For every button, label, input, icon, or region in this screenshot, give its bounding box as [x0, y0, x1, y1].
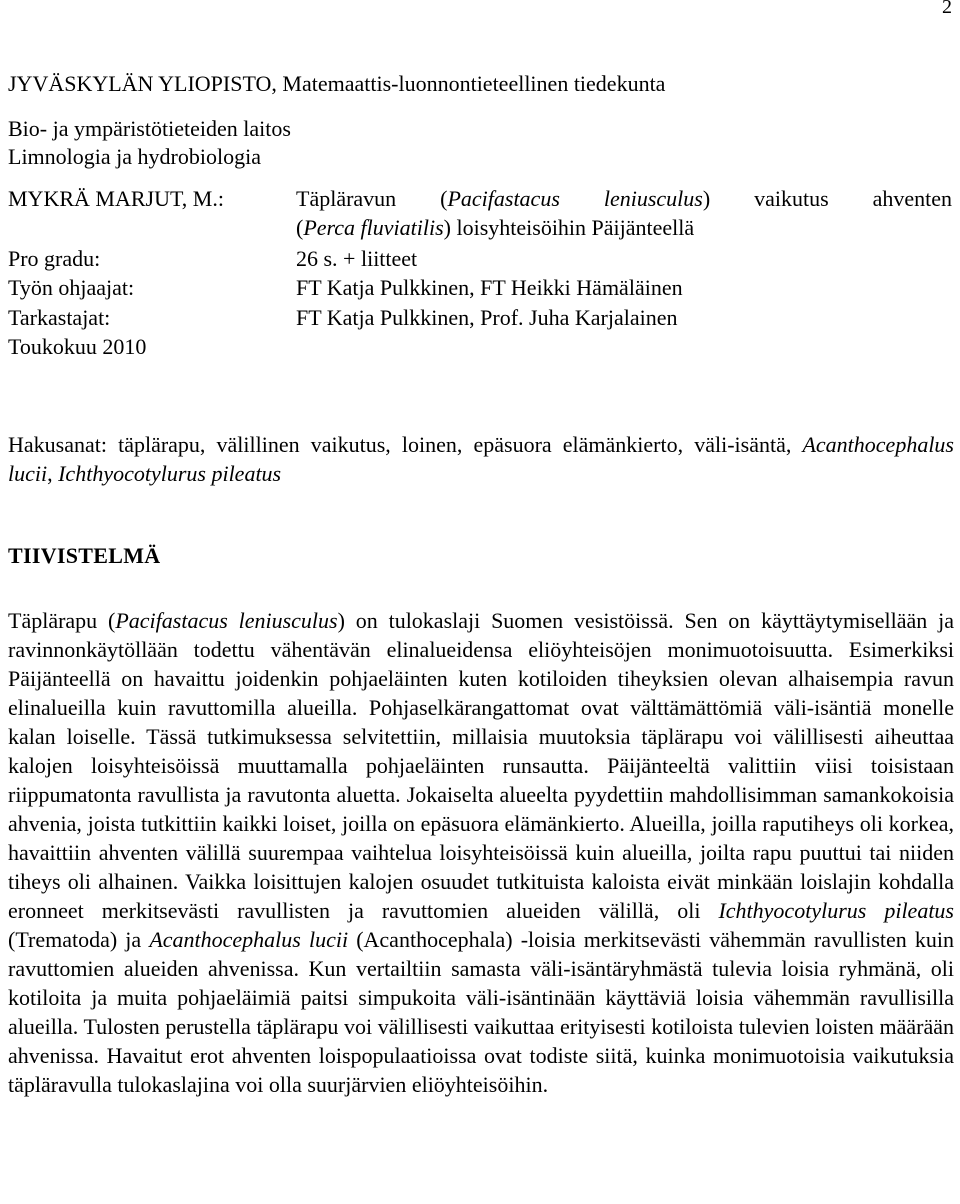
- species-name: Acanthocephalus lucii: [149, 927, 349, 952]
- university-line: JYVÄSKYLÄN YLIOPISTO, Matemaattis-luonnontieteellinen tiedekunta: [8, 71, 666, 96]
- title-text: ) loisyhteisöihin Päijänteellä: [443, 215, 695, 240]
- species-name: Pacifastacus leniusculus: [115, 608, 338, 633]
- supervisors-value: FT Katja Pulkkinen, FT Heikki Hämäläinen: [296, 275, 683, 300]
- title-text: ) vaikutus ahventen: [702, 186, 953, 211]
- department-line: Bio- ja ympäristötieteiden laitos: [8, 116, 291, 141]
- pro-gradu-label: Pro gradu:: [8, 246, 101, 271]
- title-text: (: [296, 215, 304, 240]
- species-name: Ichthyocotylurus pileatus: [58, 461, 282, 486]
- supervisors-label: Työn ohjaajat:: [8, 275, 135, 300]
- keywords: [8, 430, 954, 488]
- species-name: Perca fluviatilis: [303, 215, 444, 240]
- abstract-paragraph: [8, 606, 954, 1099]
- examiners-label: Tarkastajat:: [8, 305, 111, 330]
- pro-gradu-value: 26 s. + liitteet: [296, 246, 418, 271]
- title-text: Täpläravun (: [296, 186, 448, 211]
- author-label: MYKRÄ MARJUT, M.:: [8, 186, 224, 211]
- discipline-line: Limnologia ja hydrobiologia: [8, 144, 261, 169]
- abstract-text: Täplärapu (: [8, 608, 116, 633]
- thesis-title-line-1: [296, 185, 952, 213]
- abstract-heading: TIIVISTELMÄ: [8, 543, 161, 568]
- species-name: Pacifastacus leniusculus: [447, 186, 703, 211]
- abstract-text: (Acanthocephala) -loisia merkitsevästi vähemmän ravullisten kuin ravuttomien alueiden ahvenissa. Kun vertailtiin samasta väli-isäntäryhmästä tulevia loisia ryhmänä, oli kotiloita ja muita pohjaeläimiä paitsi simpukoita väli-isäntinään käyttäviä loisia vähemmän ravullisilla alueilla. Tulosten perustella täplärapu voi välillisesti vaikuttaa erityisesti kotiloista tulevien loisten määrään ahvenissa. Havaitut erot ahventen loispopulaatioissa ovat todiste siitä, kuinka monimuotoisia vaikutuksia täpläravulla tulokaslajina voi olla suurjärvien eliöyhteisöihin.: [8, 927, 955, 1097]
- examiners-value: FT Katja Pulkkinen, Prof. Juha Karjalainen: [296, 305, 678, 330]
- abstract-body: [8, 606, 954, 1099]
- thesis-title-line-2: [296, 214, 694, 242]
- species-name: Acanthocephalus lucii: [8, 432, 954, 486]
- species-name: Ichthyocotylurus pileatus: [718, 898, 954, 923]
- keywords-text: Hakusanat: täplärapu, välillinen vaikutus, loinen, epäsuora elämänkierto, väli-isäntä,: [8, 432, 792, 457]
- date-line: Toukokuu 2010: [8, 334, 147, 359]
- abstract-text: ) on tulokaslaji Suomen vesistöissä. Sen on käyttäytymisellään ja ravinnonkäytöllään todettu vähentävän elinalueidensa eliöyhteisöjen monimuotoisuutta. Esimerkiksi Päijänteellä on havaittu joidenkin pohjaeläinten kuten kotiloiden tiheyksien olevan alhaisempia ravun elinalueilla kuin ravuttomilla alueilla. Pohjaselkärangattomat ovat välttämättömiä väli-isäntiä monelle kalan loiselle. Tässä tutkimuksessa selvitettiin, millaisia muutoksia täplärapu voi välillisesti aiheuttaa kalojen loisyhteisöissä muuttamalla pohjaeläinten runsautta. Päijänteeltä valittiin viisi toisistaan riippumatonta ravullista ja ravutonta aluetta. Jokaiselta alueelta pyydettiin mahdollisimman samankokoisia ahvenia, joista tutkittiin kaikki loiset, joilla on epäsuora elämänkierto. Alueilla, joilla raputiheys oli korkea, havaittiin ahventen välillä suurempaa vaihtelua loisyhteisöissä kuin alueilla, joilta rapu puuttui tai niiden tiheys oli alhainen. Vaikka loisittujen kalojen osuudet tutkituista kaloista eivät minkään loislajin kohdalla eronneet merkitsevästi ravullisten ja ravuttomien alueiden välillä, oli: [8, 608, 954, 923]
- page-number: 2: [942, 0, 952, 18]
- abstract-text: (Trematoda) ja: [8, 927, 150, 952]
- keywords-separator: ,: [47, 461, 59, 486]
